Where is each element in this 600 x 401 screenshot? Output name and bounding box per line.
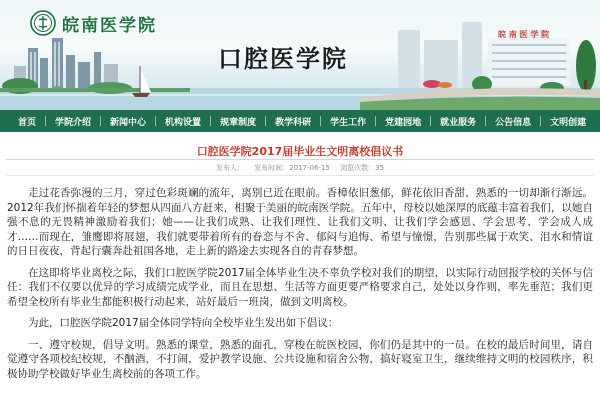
article-paragraph: 在这即将毕业离校之际，我们口腔医学院2017届全体毕业生决不辜负学校对我们的期望，以实际行动回报学校的关怀与信任：我们不仅要以优异的学习成绩完成学业，而且在思想、生活等方面更要严格要求自己，处处以身作则，率先垂范；我们更希望全校所有毕业生都能积极行动起来，站好最后一班岗，做到文明离校。 (7, 266, 593, 308)
nav-item-party-building[interactable]: 党建园地 (385, 117, 422, 128)
meta-divider (6, 175, 594, 176)
nav-item-regulations[interactable]: 规章制度 (220, 117, 257, 128)
nav-item-news[interactable]: 新闻中心 (110, 117, 147, 128)
nav-divider (485, 116, 486, 126)
header-banner (0, 0, 600, 110)
nav-item-departments[interactable]: 机构设置 (165, 117, 202, 128)
nav-divider (540, 116, 541, 126)
logo-text: 皖南医学院 (62, 15, 157, 36)
nav-divider (320, 116, 321, 126)
banner-title: 口腔医学院 (218, 44, 348, 73)
meta-views: 浏览次数：35 (340, 164, 385, 172)
nav-divider (100, 116, 101, 126)
school-emblem-icon (30, 10, 56, 36)
article-paragraph: 一、遵守校规，倡导文明。熟悉的课堂，熟悉的面孔，穿梭在皖医校园，你们仍是其中的一员。在校的最后时间里，请自觉遵守各项校纪校规，不酗酒，不打闹，爱护教学设施、公共设施和宿舍公物，搞好寝室卫生，继续维持文明的校园秩序，积极协助学校做好毕业生离校前的各项工作。 (7, 338, 593, 380)
nav-item-about[interactable]: 学院介绍 (55, 117, 92, 128)
article-body (7, 186, 593, 388)
nav-item-home[interactable]: 首页 (18, 117, 37, 128)
nav-divider (430, 116, 431, 126)
article-title: 口腔医学院2017届毕业生文明离校倡议书 (196, 145, 404, 158)
nav-item-announcements[interactable]: 公告信息 (495, 117, 532, 128)
site-logo[interactable] (30, 10, 157, 36)
nav-item-student-affairs[interactable]: 学生工作 (330, 117, 367, 128)
title-divider (6, 159, 594, 160)
meta-time: 发布时间：2017-06-15 (254, 164, 330, 172)
nav-divider (375, 116, 376, 126)
nav-divider (155, 116, 156, 126)
svg-text:皖 南 医 学 院: 皖 南 医 学 院 (498, 29, 550, 39)
meta-author: 发布人： (215, 164, 244, 172)
nav-item-civilization[interactable]: 文明创建 (550, 117, 587, 128)
nav-item-teaching-research[interactable]: 教学科研 (275, 117, 312, 128)
nav-divider (210, 116, 211, 126)
article-paragraph: 走过花香弥漫的三月，穿过色彩斑斓的流年，离别已近在眼前。香樟依旧葱郁，鲜花依旧香甜，熟悉的一切却渐行渐远。2012年我们怀揣着年轻的梦想从四面八方赶来，相聚于美丽的皖南医学院。五年中，母校以她深厚的底蕴丰富着我们，以她自强不息的无畏精神激励着我们；她——让我们成熟、让我们理性、让我们文明、让我们学会感恩、学会思考、学会成人成才……而现在，雏鹰即将展翅，我们就要带着所有的眷恋与不舍、郁闷与追悔、希望与憧憬，告别那些属于欢笑、泪水和情谊的日日夜夜，背起行囊奔赴祖国各地，走上新的路途去实现各自的青春梦想。 (7, 187, 593, 257)
nav-item-employment[interactable]: 就业服务 (440, 117, 477, 128)
main-nav (0, 110, 600, 132)
article-paragraph: 为此，口腔医学院2017届全体同学特向全校毕业生发出如下倡议： (28, 317, 339, 329)
nav-divider (265, 116, 266, 126)
article-meta (0, 163, 600, 173)
nav-divider (45, 116, 46, 126)
